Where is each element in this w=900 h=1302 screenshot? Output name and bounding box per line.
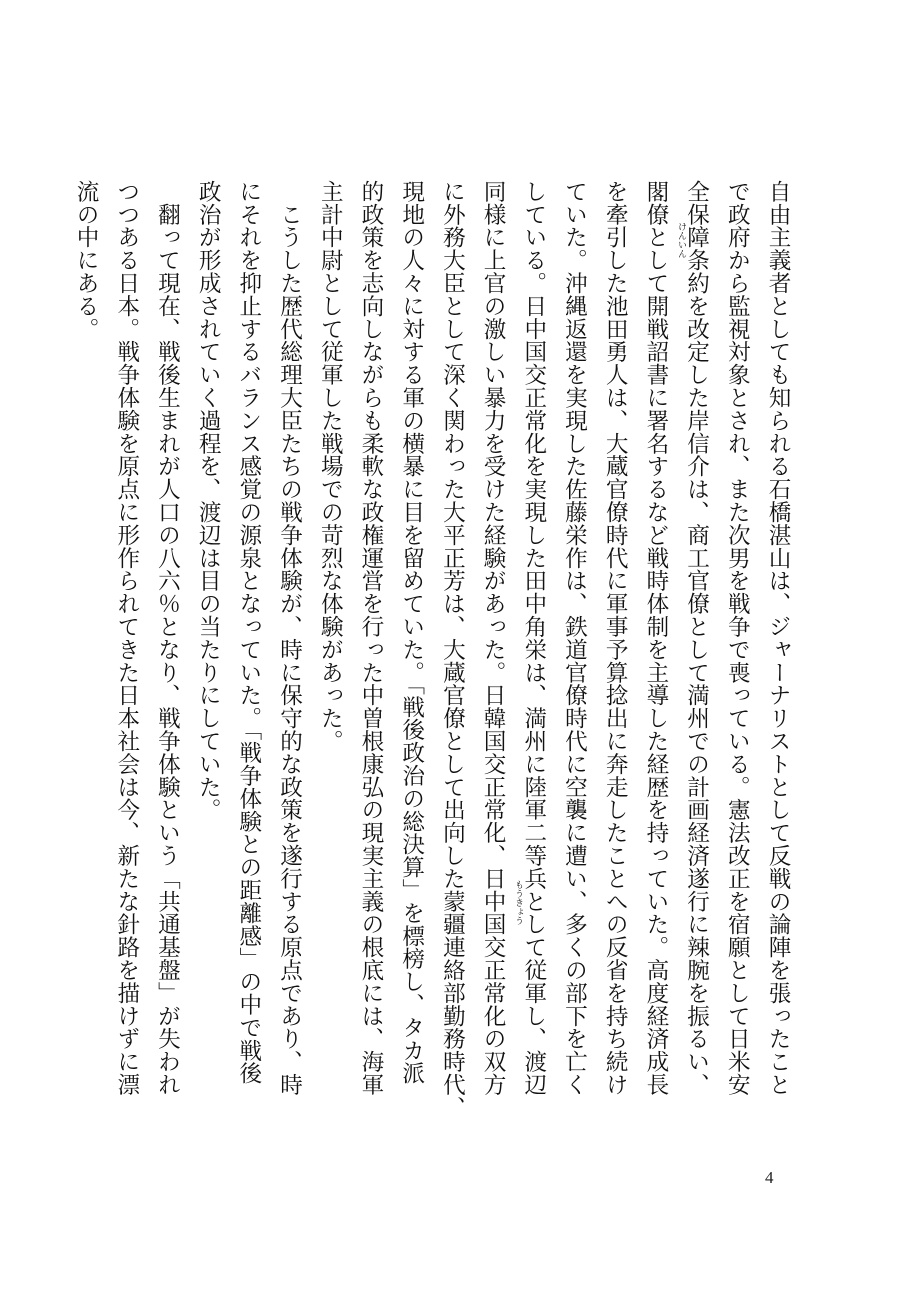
text-line-10: 現地の人々に対する軍の横暴に目を留めていた。「戦後政治の総決算」を標榜し、タカ派	[398, 180, 425, 1085]
text-line-4: 閣僚として開戦詔書に署名するなど戦時体制を主導した経歴を持っていた。高度経済成長	[642, 180, 669, 1096]
text-line-2: で政府から監視対象とされ、また次男を戦争で喪っている。憲法改正を宿願として日米安	[724, 180, 751, 1096]
text-line-16: 翻って現在、戦後生まれが人口の八六％となり、戦争体験という「共通基盤」が失われ	[154, 180, 181, 1096]
text-line-17: つつある日本。戦争体験を原点に形作られてきた日本社会は今、新たな針路を描けずに漂	[113, 180, 140, 1096]
body-text	[73, 180, 798, 1140]
text-line-7: している。日中国交正常化を実現した田中角栄は、満州に陸軍二等兵として従軍し、渡辺	[520, 180, 547, 1096]
page-number: 4	[765, 1168, 774, 1187]
text-line-18: 流の中にある。	[73, 180, 100, 341]
text-line-11: 的政策を志向しながらも柔軟な政権運営を行った中曽根康弘の現実主義の根底には、海軍	[357, 180, 384, 1096]
text-line-3: 全保障条約を改定した岸信介は、商工官僚として満州での計画経済遂行に辣腕を振るい、	[683, 180, 710, 1096]
text-line-12: 主計中尉として従軍した戦場での苛烈な体験があった。	[317, 180, 344, 753]
text-line-13: こうした歴代総理大臣たちの戦争体験が、時に保守的な政策を遂行する原点であり、時	[276, 180, 303, 1096]
text-line-5: を牽引した池田勇人は、大蔵官僚時代に軍事予算捻出に奔走したことへの反省を持ち続け	[602, 180, 629, 1096]
text-line-14: にそれを抑止するバランス感覚の源泉となっていた。「戦争体験との距離感」の中で戦後	[235, 180, 262, 1085]
ruby-kenin: けんいん	[676, 222, 686, 258]
ruby-moukyou: もうきょう	[513, 880, 523, 925]
text-line-1: 自由主義者としても知られる石橋湛山は、ジャーナリストとして反戦の論陣を張ったこと	[765, 180, 791, 1096]
text-line-15: 政治が形成されていく過程を、渡辺は目の当たりにしていた。	[195, 180, 222, 822]
text-line-8: 同様に上官の激しい暴力を受けた経験があった。日韓国交正常化、日中国交正常化の双方	[480, 180, 507, 1096]
text-line-9: に外務大臣として深く関わった大平正芳は、大蔵官僚として出向した蒙疆連絡部勤務時代、	[439, 180, 466, 1119]
text-line-6: ていた。沖縄返還を実現した佐藤栄作は、鉄道官僚時代に空襲に遭い、多くの部下を亡く	[561, 180, 588, 1096]
